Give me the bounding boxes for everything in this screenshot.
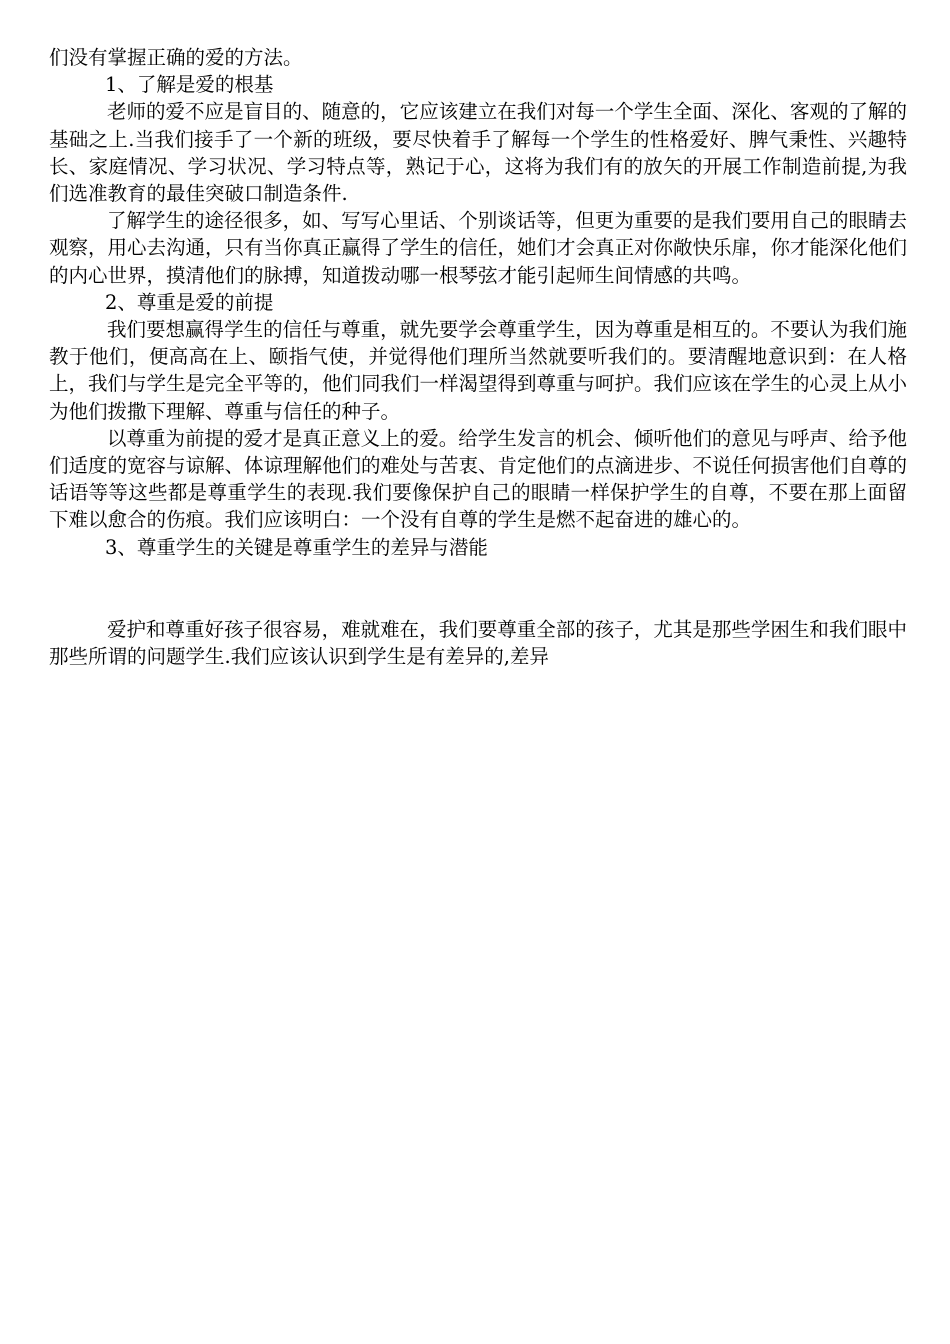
section-heading-1: 1、了解是爱的根基 (105, 73, 274, 97)
paragraph-understanding-2: 了解学生的途径很多，如、写写心里话、个别谈话等，但更为重要的是我们要用自己的眼睛去观察，用心去沟通，只有当你真正赢得了学生的信任，她们才会真正对你敞快乐扉，你才能深化他们的内心世界，摸清他们的脉搏，知道拨动哪一根琴弦才能引起师生间情感的共鸣。 (49, 209, 908, 287)
section-spacer (49, 561, 907, 616)
continuation-text: 们没有掌握正确的爱的方法。 (49, 46, 303, 69)
paragraph-respect-2: 以尊重为前提的爱才是真正意义上的爱。给学生发言的机会、倾听他们的意见与呼声、给予他们适度的宽容与谅解、体谅理解他们的难处与苦衷、肯定他们的点滴进步、不说任何损害他们自尊的话语等等这些都是尊重学生的表现.我们要像保护自己的眼睛一样保护学生的自尊，不要在那上面留下难以愈合的伤痕。我们应该明白：一个没有自尊的学生是燃不起奋进的雄心的。 (49, 426, 908, 532)
paragraph-differences-1: 爱护和尊重好孩子很容易，难就难在，我们要尊重全部的孩子，尤其是那些学困生和我们眼中那些所谓的问题学生.我们应该认识到学生是有差异的,差异 (49, 617, 907, 669)
document-page (49, 44, 907, 670)
section-heading-2: 2、尊重是爱的前提 (105, 290, 274, 314)
section-heading-3: 3、尊重学生的关键是尊重学生的差异与潜能 (105, 535, 488, 559)
paragraph-respect-1: 我们要想赢得学生的信任与尊重，就先要学会尊重学生，因为尊重是相互的。不要认为我们施教于他们，便高高在上、颐指气使，并觉得他们理所当然就要听我们的。要清醒地意识到：在人格上，我们与学生是完全平等的，他们同我们一样渴望得到尊重与呵护。我们应该在学生的心灵上从小为他们拨撒下理解、尊重与信任的种子。 (49, 318, 908, 423)
paragraph-understanding-1: 老师的爱不应是盲目的、随意的，它应该建立在我们对每一个学生全面、深化、客观的了解的基础之上.当我们接手了一个新的班级，要尽快着手了解每一个学生的性格爱好、脾气秉性、兴趣特长、家庭情况、学习状况、学习特点等，熟记于心，这将为我们有的放矢的开展工作制造前提,为我们选准教育的最佳突破口制造条件. (49, 100, 907, 206)
